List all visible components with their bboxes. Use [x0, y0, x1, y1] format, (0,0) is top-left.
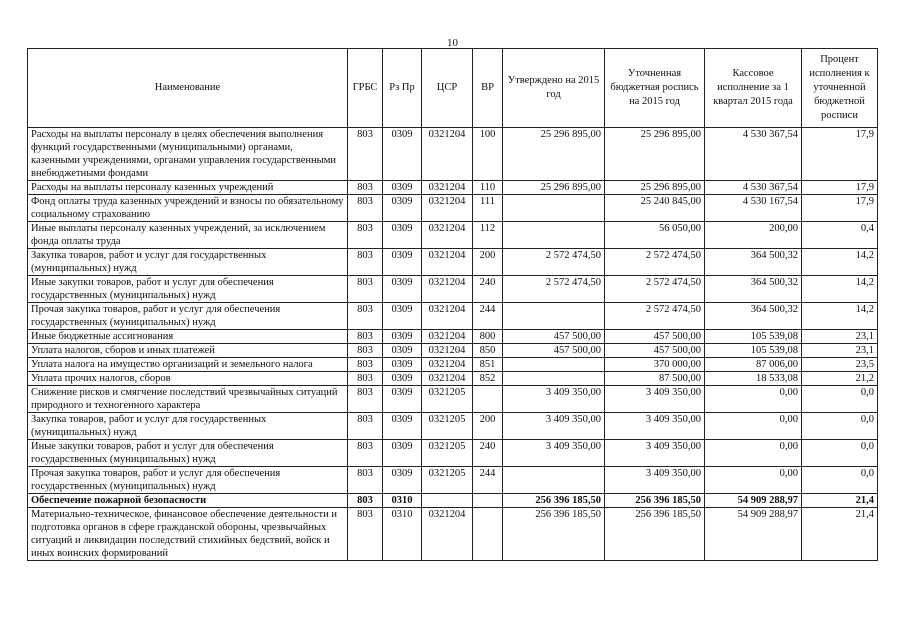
cell-grbs: 803 — [348, 249, 383, 276]
cell-percent: 23,1 — [802, 344, 878, 358]
cell-grbs: 803 — [348, 330, 383, 344]
cell-percent: 0,0 — [802, 440, 878, 467]
cell-vr: 240 — [473, 440, 503, 467]
cell-revised: 457 500,00 — [605, 330, 705, 344]
header-grbs: ГРБС — [348, 49, 383, 128]
cell-cash: 87 006,00 — [705, 358, 802, 372]
cell-rz-pr: 0309 — [383, 276, 422, 303]
table-row — [28, 494, 878, 508]
table-row — [28, 358, 878, 372]
cell-percent: 17,9 — [802, 128, 878, 181]
cell-csr: 0321204 — [422, 222, 473, 249]
cell-approved: 457 500,00 — [503, 330, 605, 344]
cell-grbs: 803 — [348, 276, 383, 303]
cell-approved: 3 409 350,00 — [503, 413, 605, 440]
cell-csr: 0321204 — [422, 344, 473, 358]
cell-grbs: 803 — [348, 386, 383, 413]
cell-cash: 54 909 288,97 — [705, 508, 802, 561]
cell-revised: 25 240 845,00 — [605, 195, 705, 222]
cell-rz-pr: 0309 — [383, 303, 422, 330]
cell-cash: 54 909 288,97 — [705, 494, 802, 508]
cell-grbs: 803 — [348, 508, 383, 561]
cell-rz-pr: 0309 — [383, 467, 422, 494]
table-row — [28, 128, 878, 181]
table-row — [28, 440, 878, 467]
cell-revised: 25 296 895,00 — [605, 181, 705, 195]
cell-percent: 0,0 — [802, 413, 878, 440]
cell-grbs: 803 — [348, 195, 383, 222]
cell-name: Уплата прочих налогов, сборов — [28, 372, 348, 386]
cell-grbs: 803 — [348, 467, 383, 494]
cell-cash: 364 500,32 — [705, 303, 802, 330]
cell-vr — [473, 494, 503, 508]
cell-name: Обеспечение пожарной безопасности — [28, 494, 348, 508]
table-row — [28, 249, 878, 276]
cell-name: Прочая закупка товаров, работ и услуг для обеспечения государственных (муниципальных) нужд — [28, 303, 348, 330]
cell-name: Материально-техническое, финансовое обеспечение деятельности и подготовка органов в сфере гражданской обороны, чрезвычайных ситуаций и ликвидации последствий стихийных бедствий, войск и иных воинских формирований — [28, 508, 348, 561]
cell-revised: 2 572 474,50 — [605, 249, 705, 276]
budget-table — [27, 48, 878, 561]
cell-name: Иные закупки товаров, работ и услуг для обеспечения государственных (муниципальных) нужд — [28, 440, 348, 467]
cell-revised: 370 000,00 — [605, 358, 705, 372]
cell-rz-pr: 0309 — [383, 222, 422, 249]
table-row — [28, 386, 878, 413]
cell-approved: 3 409 350,00 — [503, 440, 605, 467]
cell-cash: 4 530 167,54 — [705, 195, 802, 222]
header-percent: Процент исполнения к уточненной бюджетной росписи — [802, 49, 878, 128]
table-row — [28, 344, 878, 358]
cell-rz-pr: 0309 — [383, 128, 422, 181]
cell-percent: 14,2 — [802, 276, 878, 303]
cell-vr — [473, 508, 503, 561]
table-row — [28, 222, 878, 249]
cell-rz-pr: 0309 — [383, 330, 422, 344]
table-header-row — [28, 49, 878, 128]
cell-csr: 0321204 — [422, 195, 473, 222]
cell-rz-pr: 0309 — [383, 249, 422, 276]
cell-revised: 87 500,00 — [605, 372, 705, 386]
cell-percent: 0,4 — [802, 222, 878, 249]
cell-grbs: 803 — [348, 358, 383, 372]
header-rz-pr: Рз Пр — [383, 49, 422, 128]
header-vr: ВР — [473, 49, 503, 128]
cell-vr — [473, 386, 503, 413]
cell-revised: 56 050,00 — [605, 222, 705, 249]
cell-csr: 0321205 — [422, 440, 473, 467]
table-row — [28, 372, 878, 386]
cell-name: Иные закупки товаров, работ и услуг для обеспечения государственных (муниципальных) нужд — [28, 276, 348, 303]
cell-revised: 256 396 185,50 — [605, 494, 705, 508]
cell-approved — [503, 303, 605, 330]
cell-csr: 0321205 — [422, 467, 473, 494]
cell-rz-pr: 0309 — [383, 181, 422, 195]
cell-csr: 0321204 — [422, 508, 473, 561]
cell-percent: 21,4 — [802, 494, 878, 508]
cell-vr: 240 — [473, 276, 503, 303]
cell-grbs: 803 — [348, 303, 383, 330]
page-number: 10 — [447, 37, 458, 49]
table-body — [28, 128, 878, 561]
cell-cash: 364 500,32 — [705, 276, 802, 303]
cell-rz-pr: 0309 — [383, 358, 422, 372]
cell-rz-pr: 0310 — [383, 508, 422, 561]
cell-percent: 23,5 — [802, 358, 878, 372]
cell-revised: 25 296 895,00 — [605, 128, 705, 181]
header-cash: Кассовое исполнение за 1 квартал 2015 года — [705, 49, 802, 128]
cell-vr: 111 — [473, 195, 503, 222]
cell-approved — [503, 467, 605, 494]
header-revised: Уточненная бюджетная роспись на 2015 год — [605, 49, 705, 128]
table-row — [28, 467, 878, 494]
cell-vr: 852 — [473, 372, 503, 386]
cell-approved: 256 396 185,50 — [503, 508, 605, 561]
cell-rz-pr: 0309 — [383, 440, 422, 467]
cell-cash: 105 539,08 — [705, 330, 802, 344]
header-csr: ЦСР — [422, 49, 473, 128]
cell-name: Расходы на выплаты персоналу в целях обеспечения выполнения функций государственными (муниципальными) органами, казенными учреждениями, органами управления государственными внебюджетными фондами — [28, 128, 348, 181]
table-row — [28, 330, 878, 344]
cell-name: Прочая закупка товаров, работ и услуг для обеспечения государственных (муниципальных) нужд — [28, 467, 348, 494]
cell-vr: 112 — [473, 222, 503, 249]
cell-revised: 2 572 474,50 — [605, 276, 705, 303]
cell-percent: 14,2 — [802, 303, 878, 330]
cell-name: Расходы на выплаты персоналу казенных учреждений — [28, 181, 348, 195]
cell-vr: 851 — [473, 358, 503, 372]
cell-name: Закупка товаров, работ и услуг для государственных (муниципальных) нужд — [28, 249, 348, 276]
cell-revised: 3 409 350,00 — [605, 440, 705, 467]
cell-csr: 0321204 — [422, 276, 473, 303]
cell-approved: 2 572 474,50 — [503, 249, 605, 276]
cell-vr: 244 — [473, 467, 503, 494]
cell-vr: 850 — [473, 344, 503, 358]
cell-cash: 4 530 367,54 — [705, 128, 802, 181]
cell-rz-pr: 0309 — [383, 413, 422, 440]
cell-csr: 0321204 — [422, 303, 473, 330]
header-name: Наименование — [28, 49, 348, 128]
cell-rz-pr: 0309 — [383, 195, 422, 222]
cell-revised: 2 572 474,50 — [605, 303, 705, 330]
cell-vr: 200 — [473, 249, 503, 276]
cell-percent: 23,1 — [802, 330, 878, 344]
cell-rz-pr: 0310 — [383, 494, 422, 508]
cell-grbs: 803 — [348, 344, 383, 358]
cell-approved: 2 572 474,50 — [503, 276, 605, 303]
cell-csr: 0321204 — [422, 249, 473, 276]
cell-name: Снижение рисков и смягчение последствий чрезвычайных ситуаций природного и техногенного характера — [28, 386, 348, 413]
cell-grbs: 803 — [348, 372, 383, 386]
cell-cash: 18 533,08 — [705, 372, 802, 386]
cell-cash: 0,00 — [705, 467, 802, 494]
cell-percent: 17,9 — [802, 181, 878, 195]
cell-approved: 25 296 895,00 — [503, 128, 605, 181]
cell-cash: 0,00 — [705, 440, 802, 467]
cell-approved: 457 500,00 — [503, 344, 605, 358]
cell-name: Фонд оплаты труда казенных учреждений и взносы по обязательному социальному страхованию — [28, 195, 348, 222]
cell-approved: 256 396 185,50 — [503, 494, 605, 508]
cell-approved — [503, 222, 605, 249]
table-row — [28, 413, 878, 440]
cell-revised: 3 409 350,00 — [605, 386, 705, 413]
cell-percent: 21,4 — [802, 508, 878, 561]
cell-vr: 110 — [473, 181, 503, 195]
cell-percent: 14,2 — [802, 249, 878, 276]
cell-name: Уплата налогов, сборов и иных платежей — [28, 344, 348, 358]
cell-name: Иные выплаты персоналу казенных учреждений, за исключением фонда оплаты труда — [28, 222, 348, 249]
cell-grbs: 803 — [348, 128, 383, 181]
cell-grbs: 803 — [348, 181, 383, 195]
cell-revised: 3 409 350,00 — [605, 413, 705, 440]
cell-percent: 0,0 — [802, 386, 878, 413]
cell-percent: 0,0 — [802, 467, 878, 494]
cell-csr: 0321205 — [422, 413, 473, 440]
header-approved: Утверждено на 2015 год — [503, 49, 605, 128]
cell-rz-pr: 0309 — [383, 372, 422, 386]
cell-approved: 3 409 350,00 — [503, 386, 605, 413]
cell-vr: 244 — [473, 303, 503, 330]
cell-revised: 3 409 350,00 — [605, 467, 705, 494]
cell-name: Уплата налога на имущество организаций и земельного налога — [28, 358, 348, 372]
cell-grbs: 803 — [348, 494, 383, 508]
cell-cash: 0,00 — [705, 413, 802, 440]
table-row — [28, 195, 878, 222]
cell-name: Закупка товаров, работ и услуг для государственных (муниципальных) нужд — [28, 413, 348, 440]
cell-csr: 0321204 — [422, 372, 473, 386]
table-row — [28, 508, 878, 561]
cell-approved — [503, 372, 605, 386]
cell-vr: 800 — [473, 330, 503, 344]
cell-name: Иные бюджетные ассигнования — [28, 330, 348, 344]
table-row — [28, 303, 878, 330]
table-row — [28, 276, 878, 303]
cell-approved — [503, 358, 605, 372]
cell-cash: 0,00 — [705, 386, 802, 413]
cell-grbs: 803 — [348, 440, 383, 467]
cell-vr: 100 — [473, 128, 503, 181]
cell-percent: 21,2 — [802, 372, 878, 386]
cell-cash: 105 539,08 — [705, 344, 802, 358]
cell-csr: 0321204 — [422, 330, 473, 344]
cell-rz-pr: 0309 — [383, 344, 422, 358]
cell-csr: 0321204 — [422, 128, 473, 181]
table-row — [28, 181, 878, 195]
cell-rz-pr: 0309 — [383, 386, 422, 413]
cell-approved: 25 296 895,00 — [503, 181, 605, 195]
cell-cash: 200,00 — [705, 222, 802, 249]
cell-csr: 0321204 — [422, 181, 473, 195]
cell-csr: 0321204 — [422, 358, 473, 372]
cell-approved — [503, 195, 605, 222]
cell-grbs: 803 — [348, 413, 383, 440]
cell-revised: 256 396 185,50 — [605, 508, 705, 561]
cell-vr: 200 — [473, 413, 503, 440]
cell-csr: 0321205 — [422, 386, 473, 413]
cell-revised: 457 500,00 — [605, 344, 705, 358]
cell-percent: 17,9 — [802, 195, 878, 222]
cell-grbs: 803 — [348, 222, 383, 249]
cell-cash: 364 500,32 — [705, 249, 802, 276]
cell-cash: 4 530 367,54 — [705, 181, 802, 195]
cell-csr — [422, 494, 473, 508]
